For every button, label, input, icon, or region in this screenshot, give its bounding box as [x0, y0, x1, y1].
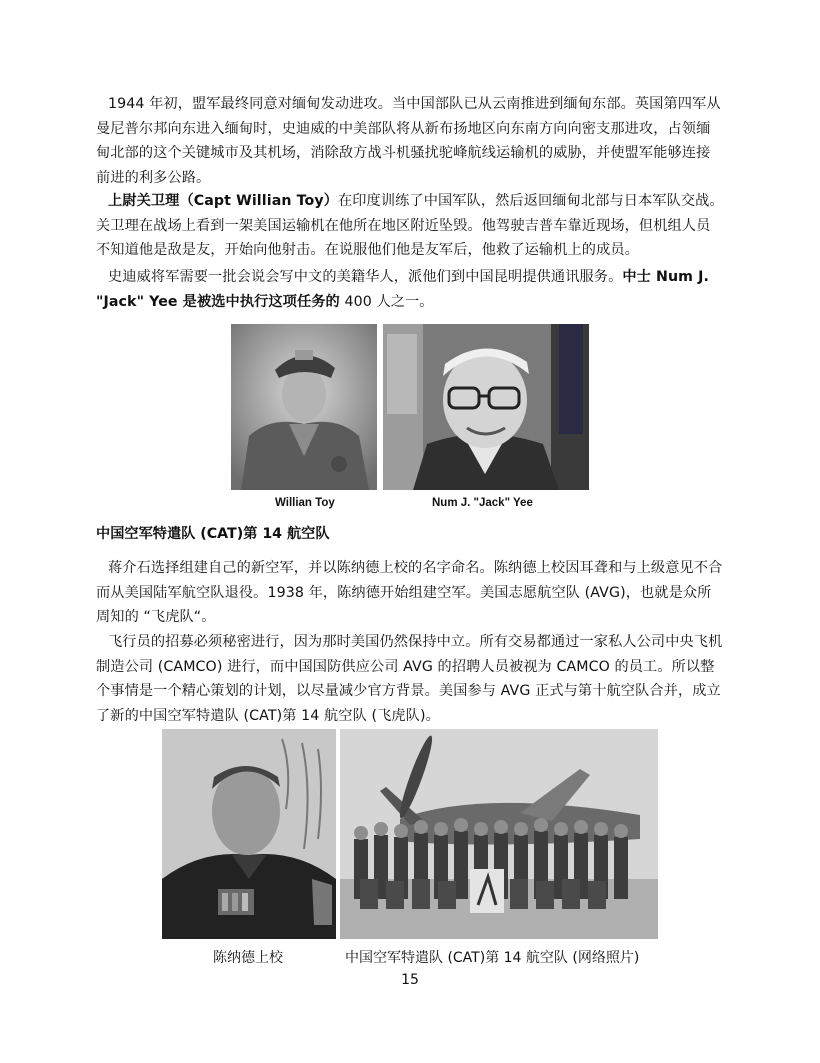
paragraph-capt-toy [96, 189, 724, 263]
paragraph-jack-yee-bold: 中士 Num J. "Jack" Yee 是被选中执行这项任务的 [96, 269, 709, 310]
photo-willian-toy [231, 324, 377, 490]
caption-cat-group: 中国空军特遣队 (CAT)第 14 航空队 (网络照片) [345, 950, 640, 966]
paragraph-jack-yee-end: 400 人之一。 [339, 293, 434, 310]
page-number: 15 [401, 972, 419, 988]
paragraph-chennault: 蒋介石选择组建自己的新空军，并以陈纳德上校的名字命名。陈纳德上校因耳聋和与上级意见不合而从美国陆军航空队退役。1938 年，陈纳德开始组建空军。美国志愿航空队 (AVG)，也就是众所周知的 “飞虎队“。 [96, 560, 723, 625]
paragraph-jack-yee [96, 265, 724, 314]
caption-willian-toy: Willian Toy [275, 497, 335, 509]
photo-cat-group [340, 729, 658, 939]
caption-chennault: 陈纳德上校 [213, 950, 283, 966]
paragraph-allied-offensive: 1944 年初，盟军最终同意对缅甸发动进攻。当中国部队已从云南推进到缅甸东部。英国第四军从曼尼普尔邦向东进入缅甸时，史迪威的中美部队将从新布扬地区向东南方向向密支那进攻，占领缅甸北部的这个关键城市及其机场，消除敌方战斗机骚扰驼峰航线运输机的威胁，并使盟军能够连接前进的利多公路。 [96, 96, 721, 186]
paragraph-capt-toy-bold: 上尉关卫理（Capt Willian Toy） [108, 193, 338, 209]
paragraph-recruitment: 飞行员的招募必须秘密进行，因为那时美国仍然保持中立。所有交易都通过一家私人公司中央飞机制造公司 (CAMCO) 进行，而中国国防供应公司 AVG 的招聘人员被视为 CAMCO 的员工。所以整个事情是一个精心策划的计划，以尽量减少官方背景。美国参与 AVG 正式与第十航空队合并，成立了新的中国空军特遣队 (CAT)第 14 航空队 (飞虎队)。 [96, 634, 723, 724]
paragraph-capt-toy-text: 在印度训练了中国军队，然后返回缅甸北部与日本军队交战。关卫理在战场上看到一架美国运输机在他所在地区附近坠毁。他驾驶吉普车靠近现场，但机组人员不知道他是敌是友，开始向他射击。在说服他们他是友军后，他救了运输机上的成员。 [96, 193, 724, 258]
photo-chennault [162, 729, 336, 939]
caption-jack-yee: Num J. "Jack" Yee [432, 497, 533, 509]
section-heading-cat: 中国空军特遣队 (CAT)第 14 航空队 [96, 526, 330, 542]
photo-jack-yee [383, 324, 589, 490]
paragraph-jack-yee-start: 史迪威将军需要一批会说会写中文的美籍华人，派他们到中国昆明提供通讯服务。 [108, 269, 623, 285]
